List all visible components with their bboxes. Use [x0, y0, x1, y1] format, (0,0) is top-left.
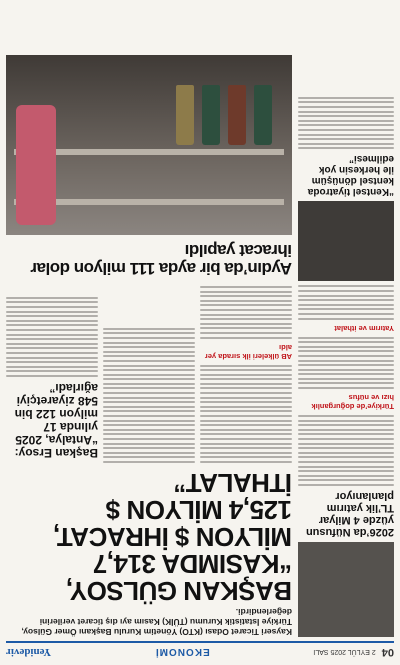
- side-subhead-2: Yatırım ve ithalat: [334, 323, 394, 333]
- newspaper-logo: Yenidevir: [6, 646, 52, 658]
- store-photo: [6, 55, 292, 235]
- body-text: [298, 97, 394, 150]
- subhead-red: AB ülkeleri ilk sırada yer aldı: [204, 342, 292, 361]
- main-headline: BAŞKAN GÜLSOY, “KASIMDA 314,7 MİLYON $ İHRACAT, 125,4 MİLYON $ İTHALAT”: [53, 468, 292, 606]
- side-subhead-1: Türkiye’de doğurganlık hızı ve nüfus: [311, 393, 394, 412]
- body-text: [298, 337, 394, 390]
- side-photo-2: [298, 201, 394, 281]
- side-quote: “Kentsel tiyatroda kentsel dönüşüm ile herkesin yok edilmesi”: [307, 153, 394, 198]
- body-text: [103, 328, 195, 463]
- page-number: 04: [381, 646, 394, 658]
- side-photo: [298, 542, 394, 637]
- body-text: [298, 285, 394, 319]
- masthead-rule: [6, 641, 394, 643]
- body-text: [200, 365, 292, 463]
- section-label: EKONOMİ: [154, 646, 210, 658]
- body-text: [200, 286, 292, 339]
- body-text: [298, 415, 394, 486]
- main-columns: [6, 283, 292, 463]
- column-3: [6, 283, 98, 463]
- quote-headline: Başkan Ersoy: “Antalya, 2025 yılında 17 milyon 122 bin 548 ziyaretçiyi ağırladı”: [14, 381, 98, 460]
- product-stand: [16, 105, 56, 225]
- side-column: [298, 7, 394, 637]
- column-2: [103, 283, 195, 463]
- main-story: [6, 7, 292, 637]
- masthead-bar: [6, 645, 394, 659]
- secondary-headline: Aydın’da bir ayda 111 milyon dolar ihracat yapıldı: [30, 241, 292, 279]
- main-supertitle: Kayseri Ticaret Odası (KTO) Yönetim Kurulu Başkanı Ömer Gülsoy, Türkiye İstatistik Kurumu (TÜİK) Kasım ayı dış ticaret verilerini değerlendirdi.: [21, 607, 292, 637]
- side-headline: 2026’da Nüfusun yüzde 4 Milyar TL’lik yatırım planlanıyor: [305, 490, 394, 538]
- body-text: [6, 297, 98, 377]
- issue-date: 2 EYLÜL 2025 SALI: [313, 648, 376, 656]
- column-1: [200, 283, 292, 463]
